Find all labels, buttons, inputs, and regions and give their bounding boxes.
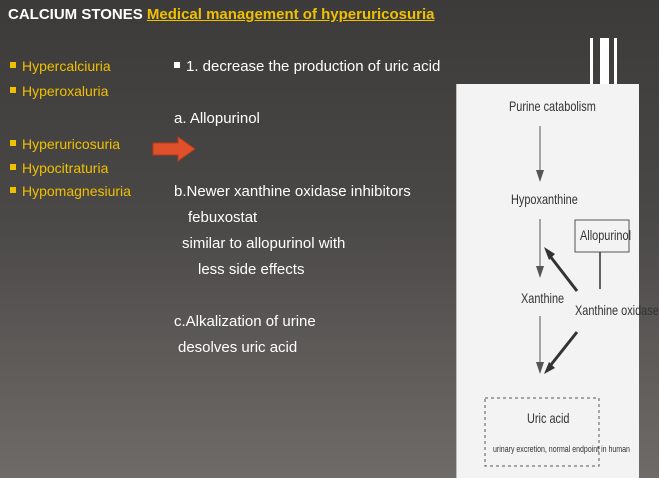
uric-acid-label: Uric acid bbox=[527, 410, 570, 426]
xanthine-label: Xanthine bbox=[521, 290, 565, 306]
content-item-b-note: similar to allopurinol with bbox=[182, 235, 346, 252]
bullet-icon bbox=[10, 164, 16, 170]
decor-bar-3 bbox=[614, 38, 617, 86]
content-item-b-note2: less side effects bbox=[198, 261, 305, 278]
bullet-icon bbox=[10, 62, 16, 68]
decor-bar-2 bbox=[600, 38, 609, 86]
list-item: Hypercalciuria bbox=[10, 58, 111, 74]
hypoxanthine-label: Hypoxanthine bbox=[511, 191, 578, 207]
title-subject: Medical management of hyperuricosuria bbox=[146, 6, 435, 23]
metabolism-diagram bbox=[456, 84, 659, 478]
list-item: Hyperuricosuria bbox=[10, 136, 120, 152]
content-item-b-drug: febuxostat bbox=[188, 209, 258, 226]
bullet-icon bbox=[174, 62, 180, 68]
list-item: Hypomagnesiuria bbox=[10, 183, 131, 199]
bullet-icon bbox=[10, 87, 16, 93]
slide-title bbox=[8, 6, 434, 23]
content-item-c-note: desolves uric acid bbox=[178, 339, 298, 356]
xanthine-oxidase-label: Xanthine oxidase bbox=[575, 302, 659, 318]
right-arrow-icon bbox=[152, 136, 196, 162]
content-item-c: c.Alkalization of urine bbox=[174, 313, 316, 330]
decor-bar-1 bbox=[590, 38, 593, 86]
allopurinol-label: Allopurinol bbox=[580, 227, 631, 243]
content-item-a: a. Allopurinol bbox=[174, 110, 260, 127]
bullet-icon bbox=[10, 140, 16, 146]
list-item: Hypocitraturia bbox=[10, 160, 108, 176]
list-item: Hyperoxaluria bbox=[10, 83, 108, 99]
content-item-b: b.Newer xanthine oxidase inhibitors bbox=[174, 183, 411, 200]
content-item-1: 1. decrease the production of uric acid bbox=[174, 58, 440, 75]
bullet-icon bbox=[10, 187, 16, 193]
title-topic: CALCIUM STONES bbox=[8, 6, 143, 23]
purine-label: Purine catabolism bbox=[509, 98, 596, 114]
uric-acid-note: urinary excretion, normal endpoint in human bbox=[493, 444, 630, 454]
